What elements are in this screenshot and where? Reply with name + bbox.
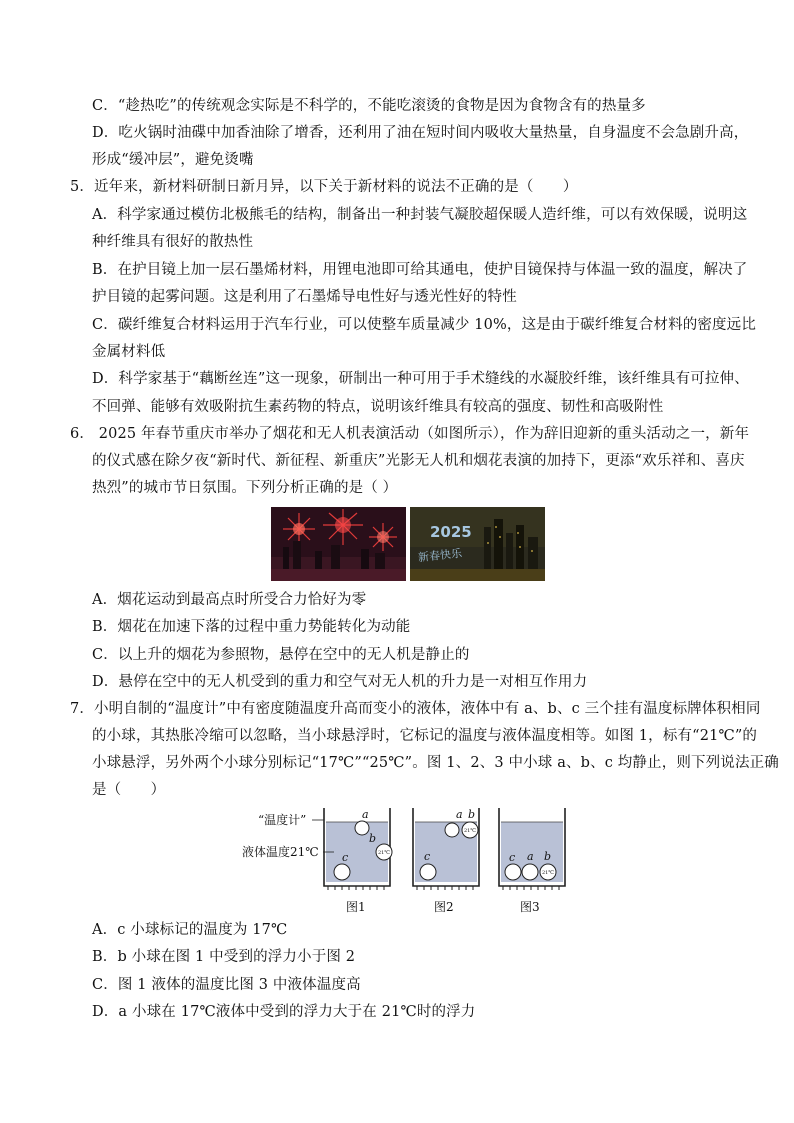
q6-option-d: D．悬停在空中的无人机受到的重力和空气对无人机的升力是一对相互作用力 xyxy=(92,674,588,690)
fireworks-photo xyxy=(271,507,406,581)
thermometer-figure xyxy=(238,806,578,918)
ball-c-label-fig1: c xyxy=(342,851,349,864)
ball-c-fig1 xyxy=(334,864,350,880)
q7-stem-line1: 7．小明自制的“温度计”中有密度随温度升高而变小的液体，液体中有 a、b、c 三个挂有温度标牌体积相同 xyxy=(70,701,761,717)
q7-option-c: C．图 1 液体的温度比图 3 中液体温度高 xyxy=(92,977,361,993)
q5-option-c-line2: 金属材料低 xyxy=(92,344,166,360)
ball-a-label-fig2: a xyxy=(456,808,463,821)
q5-stem: 5．近年来，新材料研制日新月异，以下关于新材料的说法不正确的是（ ） xyxy=(70,179,578,195)
q7-option-d: D．a 小球在 17℃液体中受到的浮力大于在 21℃时的浮力 xyxy=(92,1004,476,1020)
container-figure-1 xyxy=(324,808,392,890)
container-figure-2 xyxy=(413,808,479,890)
ball-c-label-fig3: c xyxy=(509,851,516,864)
q4-option-d-line2: 形成“缓冲层”，避免烫嘴 xyxy=(92,152,254,168)
q4-option-c: C．“趁热吃”的传统观念实际是不科学的，不能吃滚烫的食物是因为食物含有的热量多 xyxy=(92,98,646,114)
ball-a-fig1 xyxy=(355,821,369,835)
q5-option-b-line2: 护目镜的起雾问题。这是利用了石墨烯导电性好与透光性好的特性 xyxy=(92,289,517,305)
q5-option-a-line2: 种纤维具有很好的散热性 xyxy=(92,234,254,250)
drone-show-photo xyxy=(410,507,545,581)
q5-option-d-line2: 不回弹、能够有效吸附抗生素药物的特点，说明该纤维具有较高的强度、韧性和高吸附性 xyxy=(92,399,664,415)
q6-stem-line2: 的仪式感在除夕夜“新时代、新征程、新重庆”光影无人机和烟花表演的加持下，更添“欢乐祥和、喜庆 xyxy=(92,453,745,469)
caption-figure-1: 图1 xyxy=(346,900,366,914)
fireworks-photos xyxy=(271,507,543,581)
q7-stem-line3: 小球悬浮，另外两个小球分别标记“17℃”“25℃”。图 1、2、3 中小球 a、b、c 均静止，则下列说法正确 xyxy=(92,755,779,771)
ball-b-tag-fig1: 21℃ xyxy=(378,850,390,856)
ball-a-label-fig1: a xyxy=(362,808,369,821)
q5-option-a-line1: A．科学家通过模仿北极熊毛的结构，制备出一种封装气凝胶超保暖人造纤维，可以有效保暖，说明这 xyxy=(92,207,748,223)
q6-option-b: B．烟花在加速下落的过程中重力势能转化为动能 xyxy=(92,619,411,635)
drone-year-text: 2025 xyxy=(430,523,472,541)
q5-option-d-line1: D．科学家基于“藕断丝连”这一现象，研制出一种可用于手术缝线的水凝胶纤维，该纤维具有可拉伸、 xyxy=(92,371,749,387)
label-liquid-temp: 液体温度21℃ xyxy=(242,845,319,859)
q7-stem-line2: 的小球，其热胀冷缩可以忽略，当小球悬浮时，它标记的温度与液体温度相等。如图 1，标有“21℃”的 xyxy=(92,728,758,744)
ball-a-fig3 xyxy=(522,864,538,880)
drone-greeting-text: 新春快乐 xyxy=(417,546,463,565)
q5-option-b-line1: B．在护目镜上加一层石墨烯材料，用锂电池即可给其通电，使护目镜保持与体温一致的温度，解决了 xyxy=(92,262,748,278)
label-thermometer: “温度计” xyxy=(258,813,307,827)
ball-b-label-fig3: b xyxy=(544,850,552,863)
ball-b-label-fig2: b xyxy=(468,808,476,821)
q5-option-c-line1: C．碳纤维复合材料运用于汽车行业，可以使整车质量减少 10%，这是由于碳纤维复合材料的密度远比 xyxy=(92,317,756,333)
ball-b-tag-fig2: 21℃ xyxy=(464,828,476,834)
q6-stem-line1: 6． 2025 年春节重庆市举办了烟花和无人机表演活动（如图所示），作为辞旧迎新的重头活动之一，新年 xyxy=(70,426,750,442)
ball-c-fig3 xyxy=(505,864,521,880)
ball-a-fig2 xyxy=(445,823,459,837)
container-figure-3 xyxy=(499,808,565,890)
ball-c-fig2 xyxy=(420,864,436,880)
q6-option-a: A．烟花运动到最高点时所受合力恰好为零 xyxy=(92,592,367,608)
ball-b-label-fig1: b xyxy=(369,832,377,845)
ball-b-tag-fig3: 21℃ xyxy=(542,870,554,876)
q7-stem-line4: 是（ ） xyxy=(92,782,166,798)
caption-figure-3: 图3 xyxy=(520,900,540,914)
q7-option-a: A．c 小球标记的温度为 17℃ xyxy=(92,922,288,938)
q7-option-b: B．b 小球在图 1 中受到的浮力小于图 2 xyxy=(92,949,356,965)
q6-stem-line3: 热烈”的城市节日氛围。下列分析正确的是（ ） xyxy=(92,480,398,496)
q4-option-d-line1: D．吃火锅时油碟中加香油除了增香，还利用了油在短时间内吸收大量热量，自身温度不会急剧升高， xyxy=(92,125,749,141)
q6-option-c: C．以上升的烟花为参照物，悬停在空中的无人机是静止的 xyxy=(92,647,470,663)
ball-c-label-fig2: c xyxy=(424,850,431,863)
caption-figure-2: 图2 xyxy=(434,900,454,914)
ball-a-label-fig3: a xyxy=(527,850,534,863)
